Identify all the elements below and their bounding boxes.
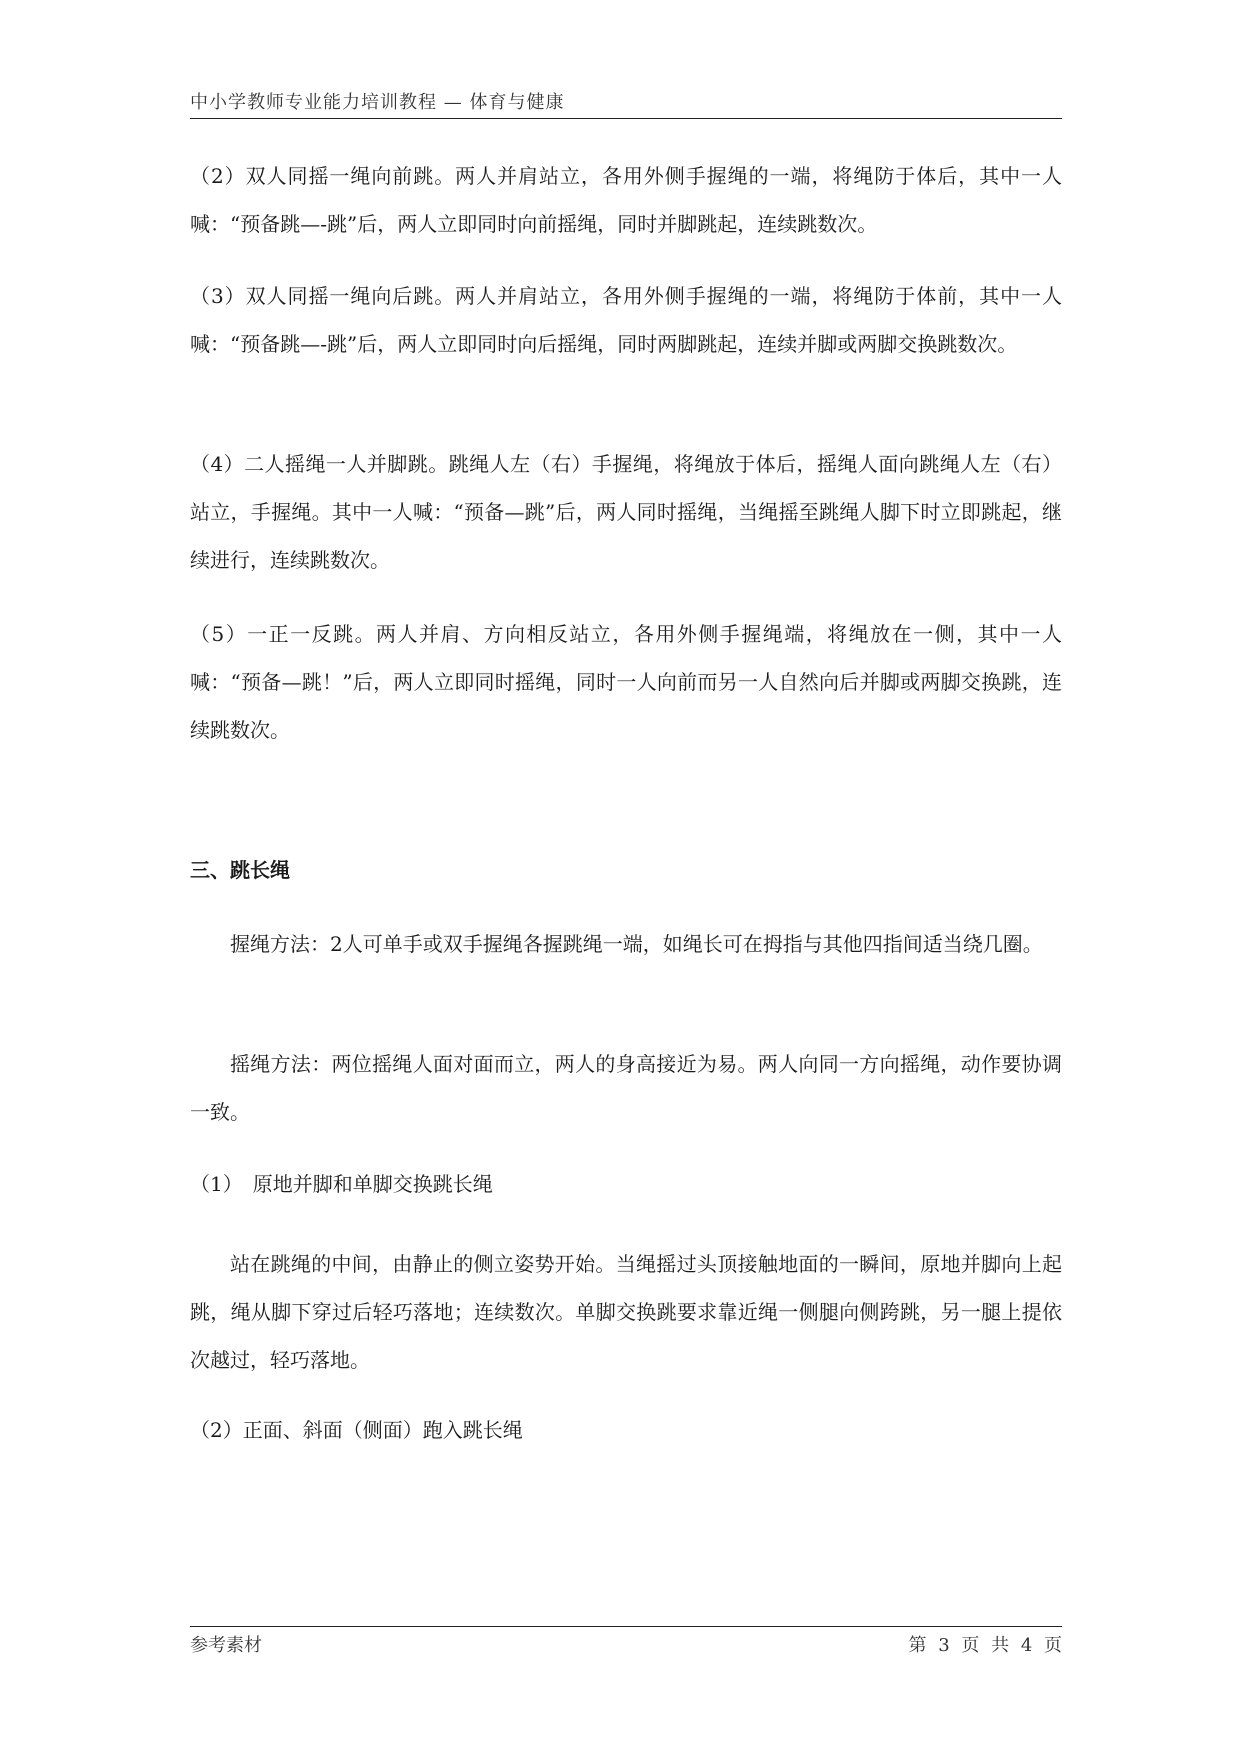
paragraph-4: （4）二人摇绳一人并脚跳。跳绳人左（右）手握绳，将绳放于体后，摇绳人面向跳绳人左（右）站立，手握绳。其中一人喊：“预备—跳”后，两人同时摇绳，当绳摇至跳绳人脚下时立即跳起，继续进行，连续跳数次。 [190,452,1062,572]
footer-label: 参考素材 [190,1635,262,1656]
item-1-title: （1） 原地并脚和单脚交换跳长绳 [190,1172,493,1196]
section-title: 三、跳长绳 [190,858,290,882]
paragraph-3: （3）双人同摇一绳向后跳。两人并肩站立，各用外侧手握绳的一端，将绳防于体前，其中一人喊：“预备跳—-跳”后，两人立即同时向后摇绳，同时两脚跳起，连续并脚或两脚交换跳数次。 [190,284,1062,356]
swing-method-paragraph: 摇绳方法：两位摇绳人面对面而立，两人的身高接近为易。两人向同一方向摇绳，动作要协调一致。 [190,1052,1062,1124]
page-number: 第 3 页 共 4 页 [908,1635,1062,1656]
grip-method-paragraph: 握绳方法：2人可单手或双手握绳各握跳绳一端，如绳长可在拇指与其他四指间适当绕几圈。 [230,932,1043,956]
paragraph-2: （2）双人同摇一绳向前跳。两人并肩站立，各用外侧手握绳的一端，将绳防于体后，其中一人喊：“预备跳—-跳”后，两人立即同时向前摇绳，同时并脚跳起，连续跳数次。 [190,164,1062,236]
item-1-body: 站在跳绳的中间，由静止的侧立姿势开始。当绳摇过头顶接触地面的一瞬间，原地并脚向上起跳，绳从脚下穿过后轻巧落地；连续数次。单脚交换跳要求靠近绳一侧腿向侧跨跳，另一腿上提依次越过，轻巧落地。 [190,1252,1062,1372]
item-2-title: （2）正面、斜面（侧面）跑入跳长绳 [190,1418,523,1442]
paragraph-5: （5）一正一反跳。两人并肩、方向相反站立，各用外侧手握绳端，将绳放在一侧，其中一人喊：“预备—跳！”后，两人立即同时摇绳，同时一人向前而另一人自然向后并脚或两脚交换跳，连续跳数次。 [190,622,1062,742]
header-title: 中小学教师专业能力培训教程 — 体育与健康 [190,92,565,113]
page-header [190,88,1062,119]
page-footer [190,1626,1062,1657]
